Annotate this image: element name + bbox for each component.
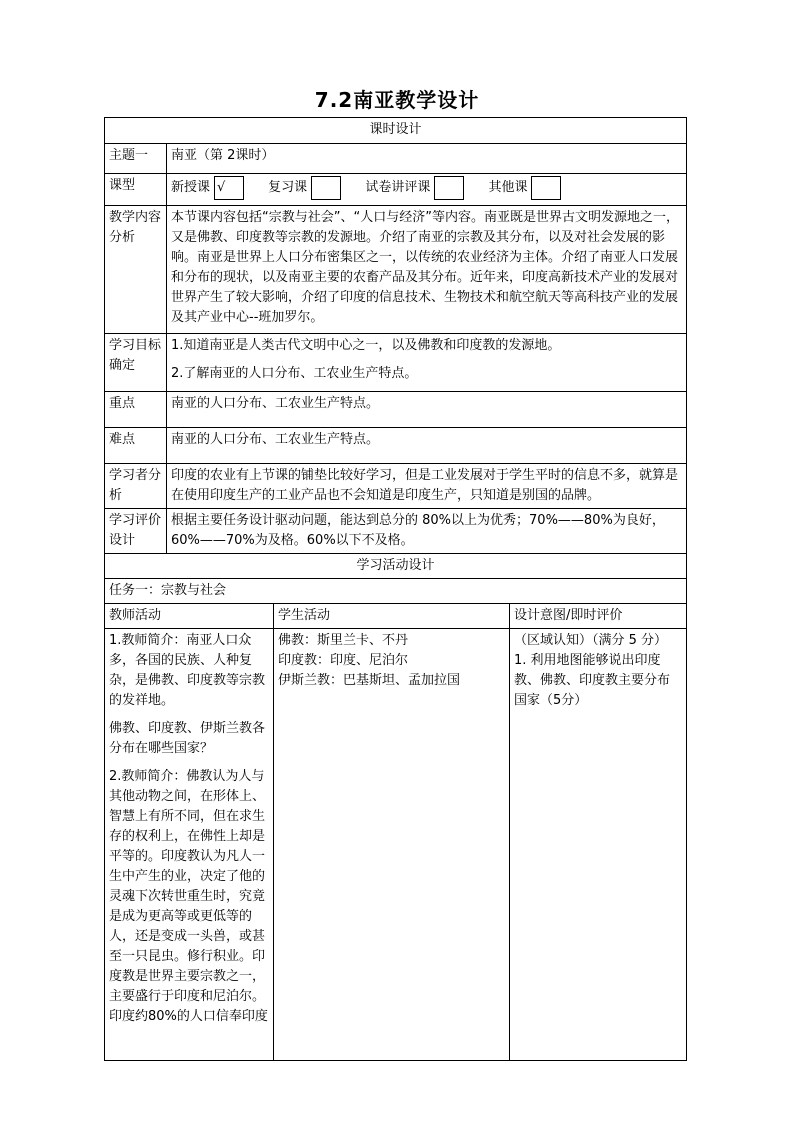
lesson-type-label: 课型 (105, 174, 167, 206)
content-analysis-label: 教学内容分析 (105, 206, 167, 334)
key-point-label: 重点 (105, 392, 167, 428)
section-header-activity: 学习活动设计 (105, 554, 687, 579)
teacher-paragraph: 1.教师简介：南亚人口众多，各国的民族、人种复杂，是佛教、印度教等宗教的发祥地。 (109, 633, 266, 708)
student-activity-header: 学生活动 (274, 604, 510, 629)
teacher-activity-cell (105, 629, 274, 1061)
type-review-checkbox[interactable] (311, 176, 341, 200)
content-analysis-text: 本节课内容包括“宗教与社会”、“人口与经济”等内容。南亚既是世界古文明发源地之一，又是佛教、印度教等宗教的发源地。介绍了南亚的宗教及其分布，以及对社会发展的影响。南亚是世界上人口分布密集区之一，以传统的农业经济为主体。介绍了南亚人口发展和分布的现状，以及南亚主要的农畜产品及其分布。近年来，印度高新技术产业的发展对世界产生了较大影响，介绍了印度的信息技术、生物技术和航空航天等高科技产业的发展及其产业中心--班加罗尔。 (167, 206, 687, 334)
difficulty-text: 南亚的人口分布、工农业生产特点。 (167, 428, 687, 464)
goal-item: 2.了解南亚的人口分布、工农业生产特点。 (171, 366, 418, 381)
type-other-checkbox[interactable] (531, 176, 561, 200)
student-line: 印度教：印度、尼泊尔 (278, 653, 409, 668)
type-review-label: 复习课 (268, 180, 308, 195)
topic-value: 南亚（第 2课时） (167, 144, 687, 174)
teacher-paragraph: 佛教、印度教、伊斯兰教各分布在哪些国家？ (109, 721, 266, 756)
design-intent-header: 设计意图/即时评价 (510, 604, 687, 629)
design-line: （区域认知）（满分 5 分） (514, 633, 668, 648)
page-title: 7.2南亚教学设计 (314, 88, 480, 112)
design-line: 1. 利用地图能够说出印度教、佛教、印度教主要分布国家（5分） (514, 653, 671, 708)
learning-goals (167, 334, 687, 392)
key-point-text: 南亚的人口分布、工农业生产特点。 (167, 392, 687, 428)
student-activity-cell (274, 629, 510, 1061)
teacher-activity-header: 教师活动 (105, 604, 274, 629)
teacher-paragraph: 2.教师简介：佛教认为人与其他动物之间，在形体上、智慧上有所不同，但在求生存的权利上，在佛性上却是平等的。印度教认为凡人一生中产生的业，决定了他的灵魂下次转世重生时，究竟是成为更高等或更低等的人，还是变成一头兽，或甚至一只昆虫。修行积业。印度教是世界主要宗教之一，主要盛行于印度和尼泊尔。印度约80%的人口信奉印度 (109, 769, 268, 1024)
learning-goals-label: 学习目标确定 (105, 334, 167, 392)
goal-item: 1.知道南亚是人类古代文明中心之一，以及佛教和印度教的发源地。 (171, 338, 561, 353)
task-one-label: 任务一：宗教与社会 (105, 579, 687, 604)
learner-analysis-text: 印度的农业有上节课的铺垫比较好学习，但是工业发展对于学生平时的信息不多，就算是在使用印度生产的工业产品也不会知道是印度生产，只知道是别国的品牌。 (167, 464, 687, 509)
type-exam-checkbox[interactable] (434, 176, 464, 200)
lesson-design-table (104, 117, 687, 1061)
type-exam-label: 试卷讲评课 (365, 180, 431, 195)
type-new-check: √ (217, 180, 226, 195)
design-intent-cell (510, 629, 687, 1061)
evaluation-label: 学习评价设计 (105, 509, 167, 554)
lesson-type-options (167, 174, 687, 206)
topic-label: 主题一 (105, 144, 167, 174)
type-new-label: 新授课 (171, 180, 211, 195)
section-header-lesson: 课时设计 (105, 118, 687, 144)
type-other-label: 其他课 (488, 180, 528, 195)
student-line: 佛教：斯里兰卡、不丹 (278, 633, 409, 648)
difficulty-label: 难点 (105, 428, 167, 464)
evaluation-text: 根据主要任务设计驱动问题，能达到总分的 80%以上为优秀；70%——80%为良好，60%——70%为及格。60%以下不及格。 (167, 509, 687, 554)
type-new-checkbox[interactable] (214, 176, 244, 200)
learner-analysis-label: 学习者分析 (105, 464, 167, 509)
student-line: 伊斯兰教：巴基斯坦、孟加拉国 (278, 673, 461, 688)
